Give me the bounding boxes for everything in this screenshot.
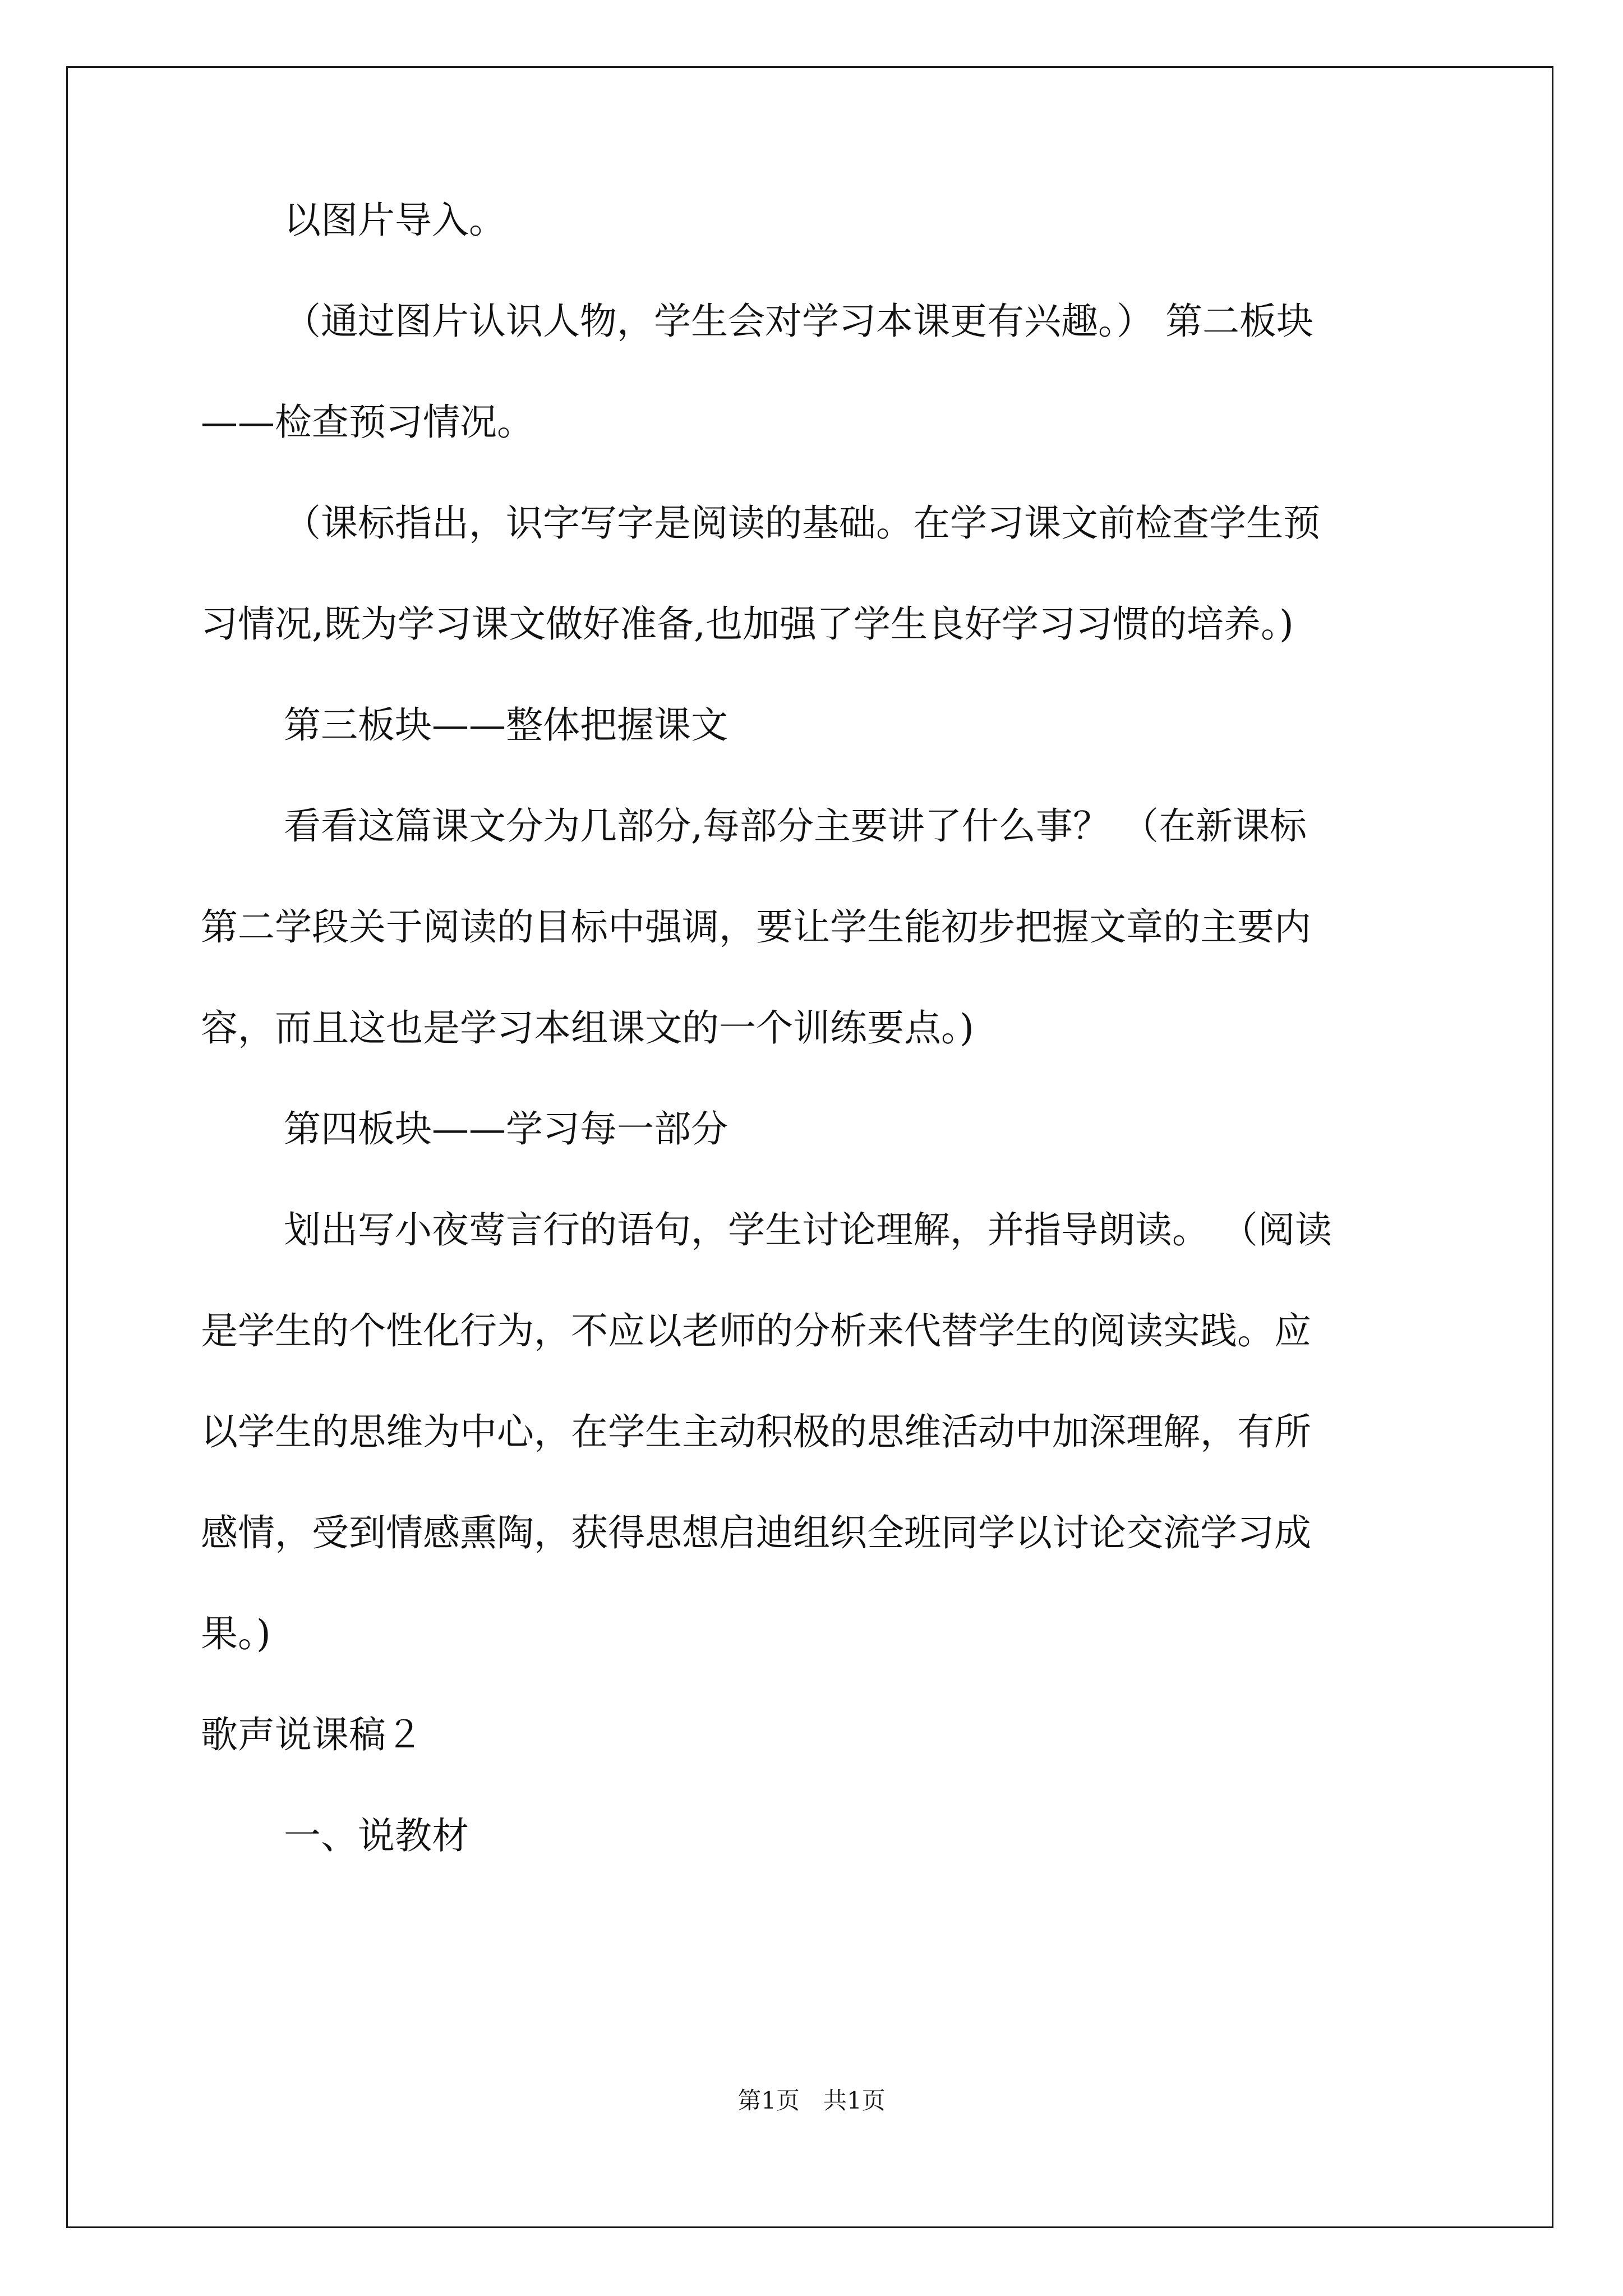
paragraph-line: （课标指出，识字写字是阅读的基础。在学习课文前检查学生预 [284, 501, 1320, 545]
paragraph-line: 容，而且这也是学习本组课文的一个训练要点。) [201, 1006, 974, 1050]
paragraph-line: 果。) [201, 1612, 271, 1655]
section-heading: 歌声说课稿２ [201, 1713, 423, 1756]
paragraph-line: 划出写小夜莺言行的语句，学生讨论理解，并指导朗读。 （阅读 [284, 1208, 1332, 1251]
page-footer: 第1页 共1页 [737, 2087, 886, 2114]
paragraph-line: ——检查预习情况。 [201, 401, 534, 444]
paragraph-line: （通过图片认识人物，学生会对学习本课更有兴趣。） 第二板块 [284, 300, 1313, 343]
paragraph-line: 第三板块——整体把握课文 [284, 703, 728, 747]
paragraph-line: 一、说教材 [284, 1814, 469, 1857]
paragraph-line: 以学生的思维为中心，在学生主动积极的思维活动中加深理解，有所 [201, 1410, 1311, 1453]
paragraph-line: 感情，受到情感熏陶，获得思想启迪组织全班同学以讨论交流学习成 [201, 1511, 1311, 1554]
paragraph-line: 习情况,既为学习课文做好准备,也加强了学生良好学习习惯的培养。) [201, 602, 1294, 646]
paragraph-line: 看看这篇课文分为几部分,每部分主要讲了什么事？ （在新课标 [284, 804, 1307, 848]
paragraph-line: 是学生的个性化行为，不应以老师的分析来代替学生的阅读实践。应 [201, 1309, 1311, 1352]
paragraph-line: 第二学段关于阅读的目标中强调，要让学生能初步把握文章的主要内 [201, 905, 1311, 949]
paragraph-line: 以图片导入。 [284, 199, 506, 242]
paragraph-line: 第四板块——学习每一部分 [284, 1107, 728, 1151]
